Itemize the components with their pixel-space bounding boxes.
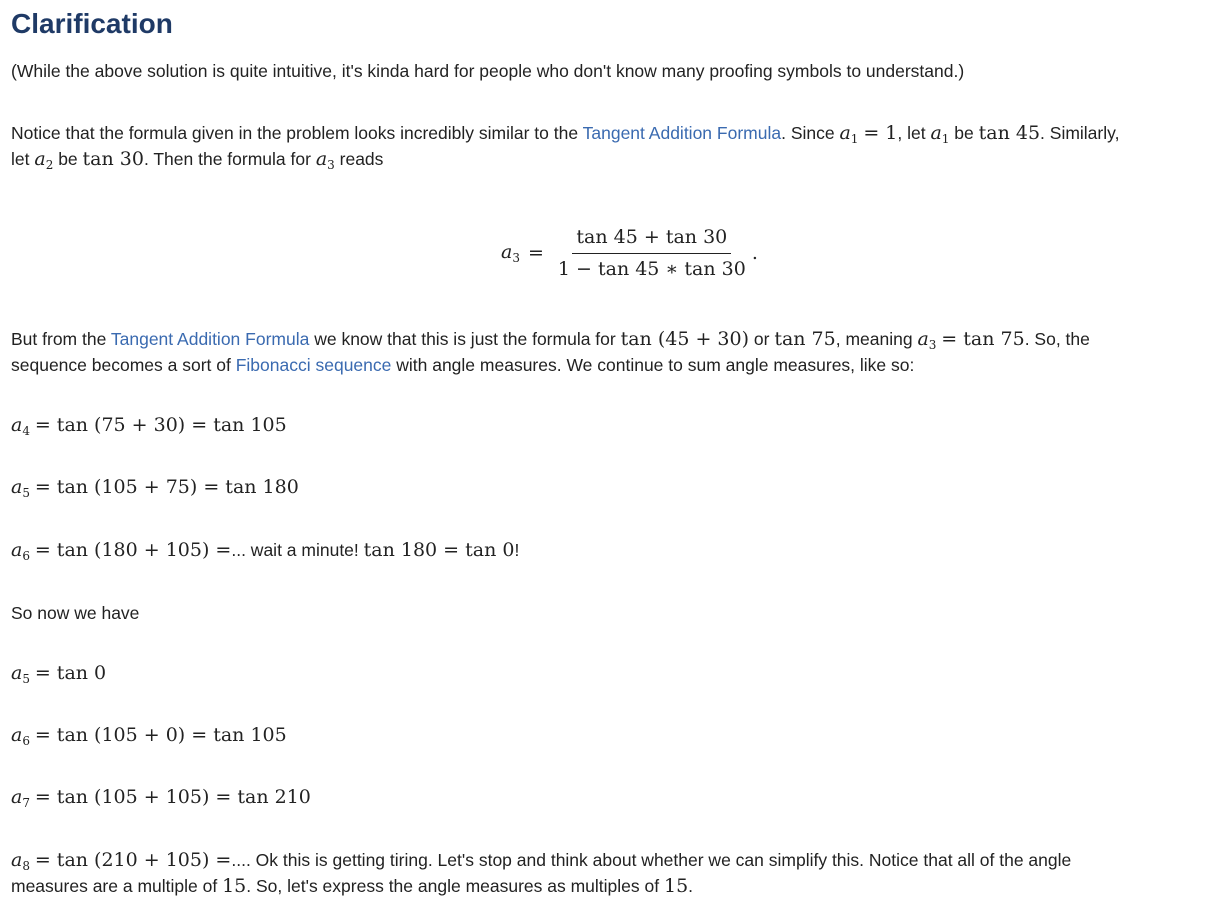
paragraph-2-line-1: But from the Tangent Addition Formula we know that this is just the formula for tan (45 + 30) or tan 75, meaning $a_3 = \tan 75$. So, the bbox=[11, 328, 1090, 352]
math-equals-1: = 1 bbox=[863, 122, 898, 144]
paragraph-1-line-2: let $a_2$ be tan 30. Then the formula for $a_3$ reads bbox=[11, 148, 384, 172]
equation-2-a7: $a_7 = \tan (105 + 105) = \tan 210$ bbox=[11, 786, 311, 810]
intro-paragraph: (While the above solution is quite intuitive, it's kinda hard for people who don't know many proofing symbols to understand.) bbox=[11, 61, 965, 81]
paragraph-2-line-2: sequence becomes a sort of Fibonacci sequence with angle measures. We continue to sum angle measures, like so: bbox=[11, 355, 915, 375]
display-equation: $a_3$ = $\frac{\tan 45 + \tan 30}{1 - \tan 45 ∗ \tan 30}$ . bbox=[501, 226, 758, 280]
math-a2: $a_2$ bbox=[34, 148, 54, 172]
equation-2-a8-line-1: $a_8 = \tan (210 + 105)$ =.... Ok this is getting tiring. Let's stop and think about whether we can simplify this. Notice that all of the angle bbox=[11, 849, 1072, 873]
math-tan45: tan 45 bbox=[978, 122, 1041, 144]
paragraph-1-line-1: Notice that the formula given in the problem looks incredibly similar to the Tangent Addition Formula. Since $a_1 = 1$, let $a_1$ be tan 45. Similarly, bbox=[11, 122, 1120, 146]
math-a1: $a_1$ bbox=[839, 122, 859, 146]
math-tan30: tan 30 bbox=[82, 148, 144, 170]
math-a3: $a_3$ bbox=[315, 148, 335, 172]
equation-2-a8-line-2: measures are a multiple of 15. So, let's express the angle measures as multiples of 15. bbox=[11, 875, 694, 897]
math-a3: $a_3$ bbox=[501, 241, 520, 265]
tangent-addition-formula-link-2[interactable]: Tangent Addition Formula bbox=[110, 329, 310, 349]
equation-a4: $a_4 = \tan (75 + 30) = \tan 105$ bbox=[11, 414, 287, 438]
equation-2-a5: $a_5 = \tan 0$ bbox=[11, 662, 107, 686]
fibonacci-sequence-link[interactable]: Fibonacci sequence bbox=[235, 355, 392, 375]
fraction bbox=[554, 226, 750, 280]
math-a1: $a_1$ bbox=[930, 122, 950, 146]
so-now-text: So now we have bbox=[11, 603, 140, 623]
section-heading: Clarification bbox=[11, 8, 173, 39]
equation-a5: $a_5 = \tan (105 + 75) = \tan 180$ bbox=[11, 476, 299, 500]
tangent-addition-formula-link[interactable]: Tangent Addition Formula bbox=[582, 123, 782, 143]
fraction-denominator: 1 − tan 45 ∗ tan 30 bbox=[557, 258, 746, 280]
equation-a6: $a_6 = \tan (180 + 105)$ =... wait a minute! tan 180 = tan 0! bbox=[11, 539, 520, 563]
math-a3: $a_3$ bbox=[917, 328, 937, 352]
equation-2-a6: $a_6 = \tan (105 + 0) = \tan 105$ bbox=[11, 724, 287, 748]
fraction-numerator: tan 45 + tan 30 bbox=[572, 226, 731, 254]
